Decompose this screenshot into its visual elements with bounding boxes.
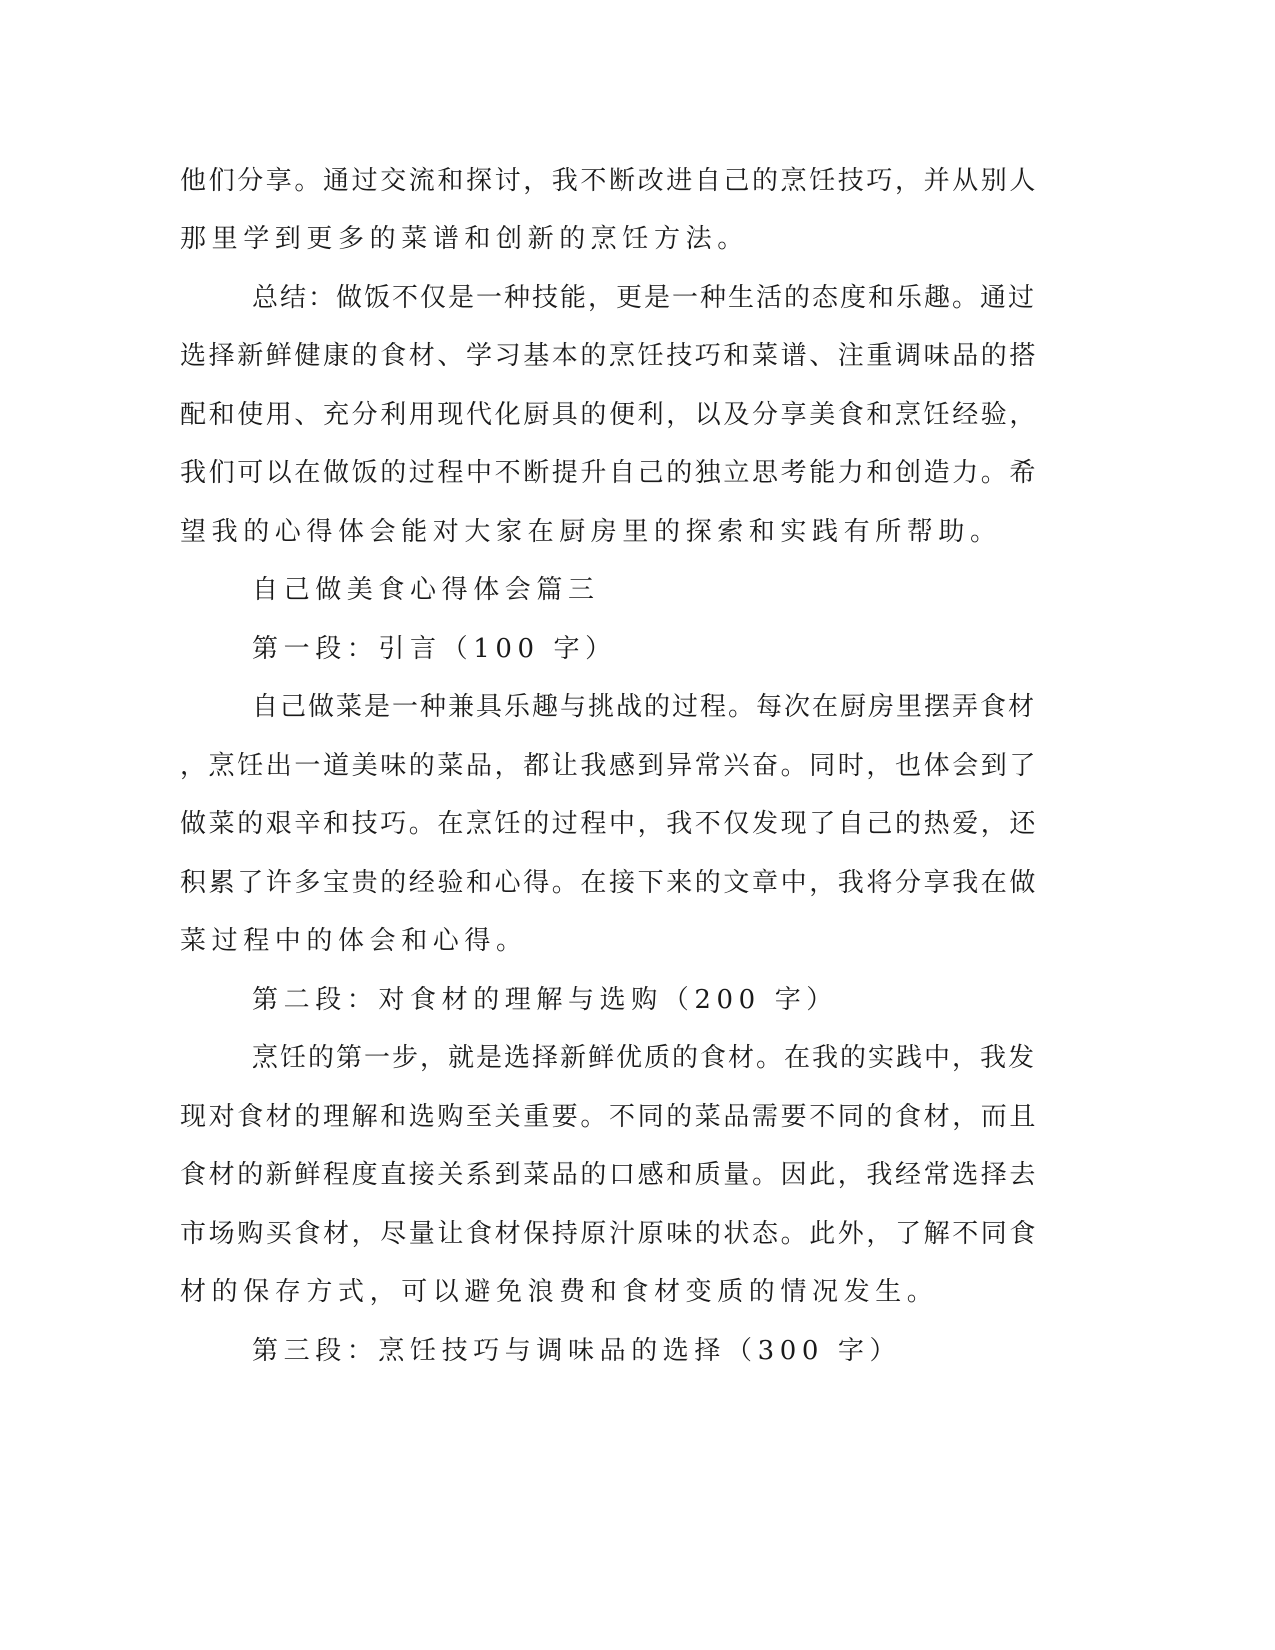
text-line: 配和使用、充分利用现代化厨具的便利，以及分享美食和烹饪经验， bbox=[180, 400, 1039, 430]
text-line: 我们可以在做饭的过程中不断提升自己的独立思考能力和创造力。希 bbox=[180, 458, 1039, 488]
text-line: 现对食材的理解和选购至关重要。不同的菜品需要不同的食材，而且 bbox=[180, 1102, 1039, 1132]
text-line: 做菜的艰辛和技巧。在烹饪的过程中，我不仅发现了自己的热爱，还 bbox=[180, 809, 1039, 839]
section-heading: 自己做美食心得体会篇三 bbox=[252, 575, 600, 605]
paragraph-heading: 第二段：对食材的理解与选购（200 字） bbox=[252, 985, 838, 1015]
text-line: 选择新鲜健康的食材、学习基本的烹饪技巧和菜谱、注重调味品的搭 bbox=[180, 341, 1039, 371]
text-line: 自己做菜是一种兼具乐趣与挑战的过程。每次在厨房里摆弄食材 bbox=[252, 692, 1037, 722]
text-line: 积累了许多宝贵的经验和心得。在接下来的文章中，我将分享我在做 bbox=[180, 868, 1039, 898]
paragraph-heading: 第一段：引言（100 字） bbox=[252, 634, 617, 664]
text-line: 他们分享。通过交流和探讨，我不断改进自己的烹饪技巧，并从别人 bbox=[180, 166, 1039, 196]
text-line: 烹饪的第一步，就是选择新鲜优质的食材。在我的实践中，我发 bbox=[252, 1043, 1037, 1073]
text-line: 菜过程中的体会和心得。 bbox=[180, 926, 528, 956]
text-line: 那里学到更多的菜谱和创新的烹饪方法。 bbox=[180, 224, 749, 254]
text-line: 材的保存方式，可以避免浪费和食材变质的情况发生。 bbox=[180, 1277, 939, 1307]
paragraph-heading: 第三段：烹饪技巧与调味品的选择（300 字） bbox=[252, 1336, 902, 1366]
text-line: 总结：做饭不仅是一种技能，更是一种生活的态度和乐趣。通过 bbox=[252, 283, 1037, 313]
text-line: 市场购买食材，尽量让食材保持原汁原味的状态。此外，了解不同食 bbox=[180, 1219, 1039, 1249]
text-line: 望我的心得体会能对大家在厨房里的探索和实践有所帮助。 bbox=[180, 517, 1002, 547]
text-line: 食材的新鲜程度直接关系到菜品的口感和质量。因此，我经常选择去 bbox=[180, 1160, 1039, 1190]
text-line: ，烹饪出一道美味的菜品，都让我感到异常兴奋。同时，也体会到了 bbox=[180, 751, 1039, 781]
